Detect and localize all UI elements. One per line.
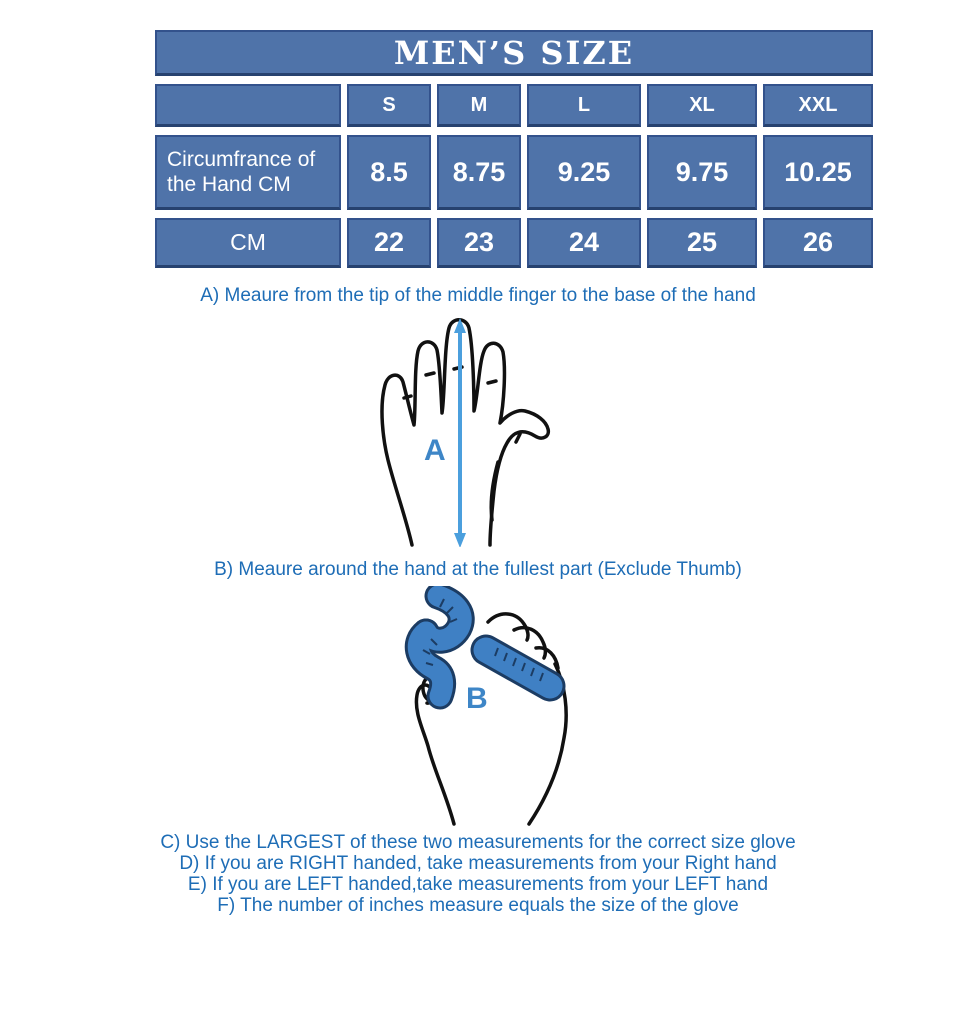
instruction-a: A) Meaure from the tip of the middle finger to the base of the hand [200, 285, 756, 306]
circumference-value-xl: 9.75 [647, 135, 757, 210]
circumference-value-xxl: 10.25 [763, 135, 873, 210]
table-title: MEN’S SIZE [155, 30, 873, 76]
row-label-circumference: Circumfrance of the Hand CM [155, 135, 341, 210]
cm-value-s: 22 [347, 218, 431, 268]
row-label-cm: CM [155, 218, 341, 268]
instruction-list [0, 832, 956, 916]
cm-value-xl: 25 [647, 218, 757, 268]
cm-value-xxl: 26 [763, 218, 873, 268]
diagram-label-b: B [466, 682, 488, 715]
size-table [155, 30, 873, 268]
fist-measure-circumference-illustration [398, 586, 573, 826]
size-col-header-l: L [527, 84, 641, 127]
size-col-header-s: S [347, 84, 431, 127]
instruction-c: C) Use the LARGEST of these two measurements for the correct size glove [160, 832, 796, 853]
cm-value-l: 24 [527, 218, 641, 268]
size-col-header-m: M [437, 84, 521, 127]
circumference-value-s: 8.5 [347, 135, 431, 210]
size-col-header-blank [155, 84, 341, 127]
circumference-value-l: 9.25 [527, 135, 641, 210]
instruction-e: E) If you are LEFT handed,take measurements from your LEFT hand [187, 874, 769, 895]
size-col-header-xl: XL [647, 84, 757, 127]
instruction-d: D) If you are RIGHT handed, take measurements from your Right hand [179, 853, 777, 874]
hand-outline [382, 320, 548, 545]
open-hand-measure-length-illustration [372, 312, 557, 547]
measuring-tape-icon [418, 596, 550, 696]
circumference-value-m: 8.75 [437, 135, 521, 210]
size-col-header-xxl: XXL [763, 84, 873, 127]
diagram-label-a: A [424, 434, 446, 467]
measure-arrow-a [454, 318, 466, 547]
instruction-b: B) Meaure around the hand at the fullest part (Exclude Thumb) [214, 559, 742, 580]
instruction-f: F) The number of inches measure equals the size of the glove [217, 895, 739, 916]
cm-value-m: 23 [437, 218, 521, 268]
